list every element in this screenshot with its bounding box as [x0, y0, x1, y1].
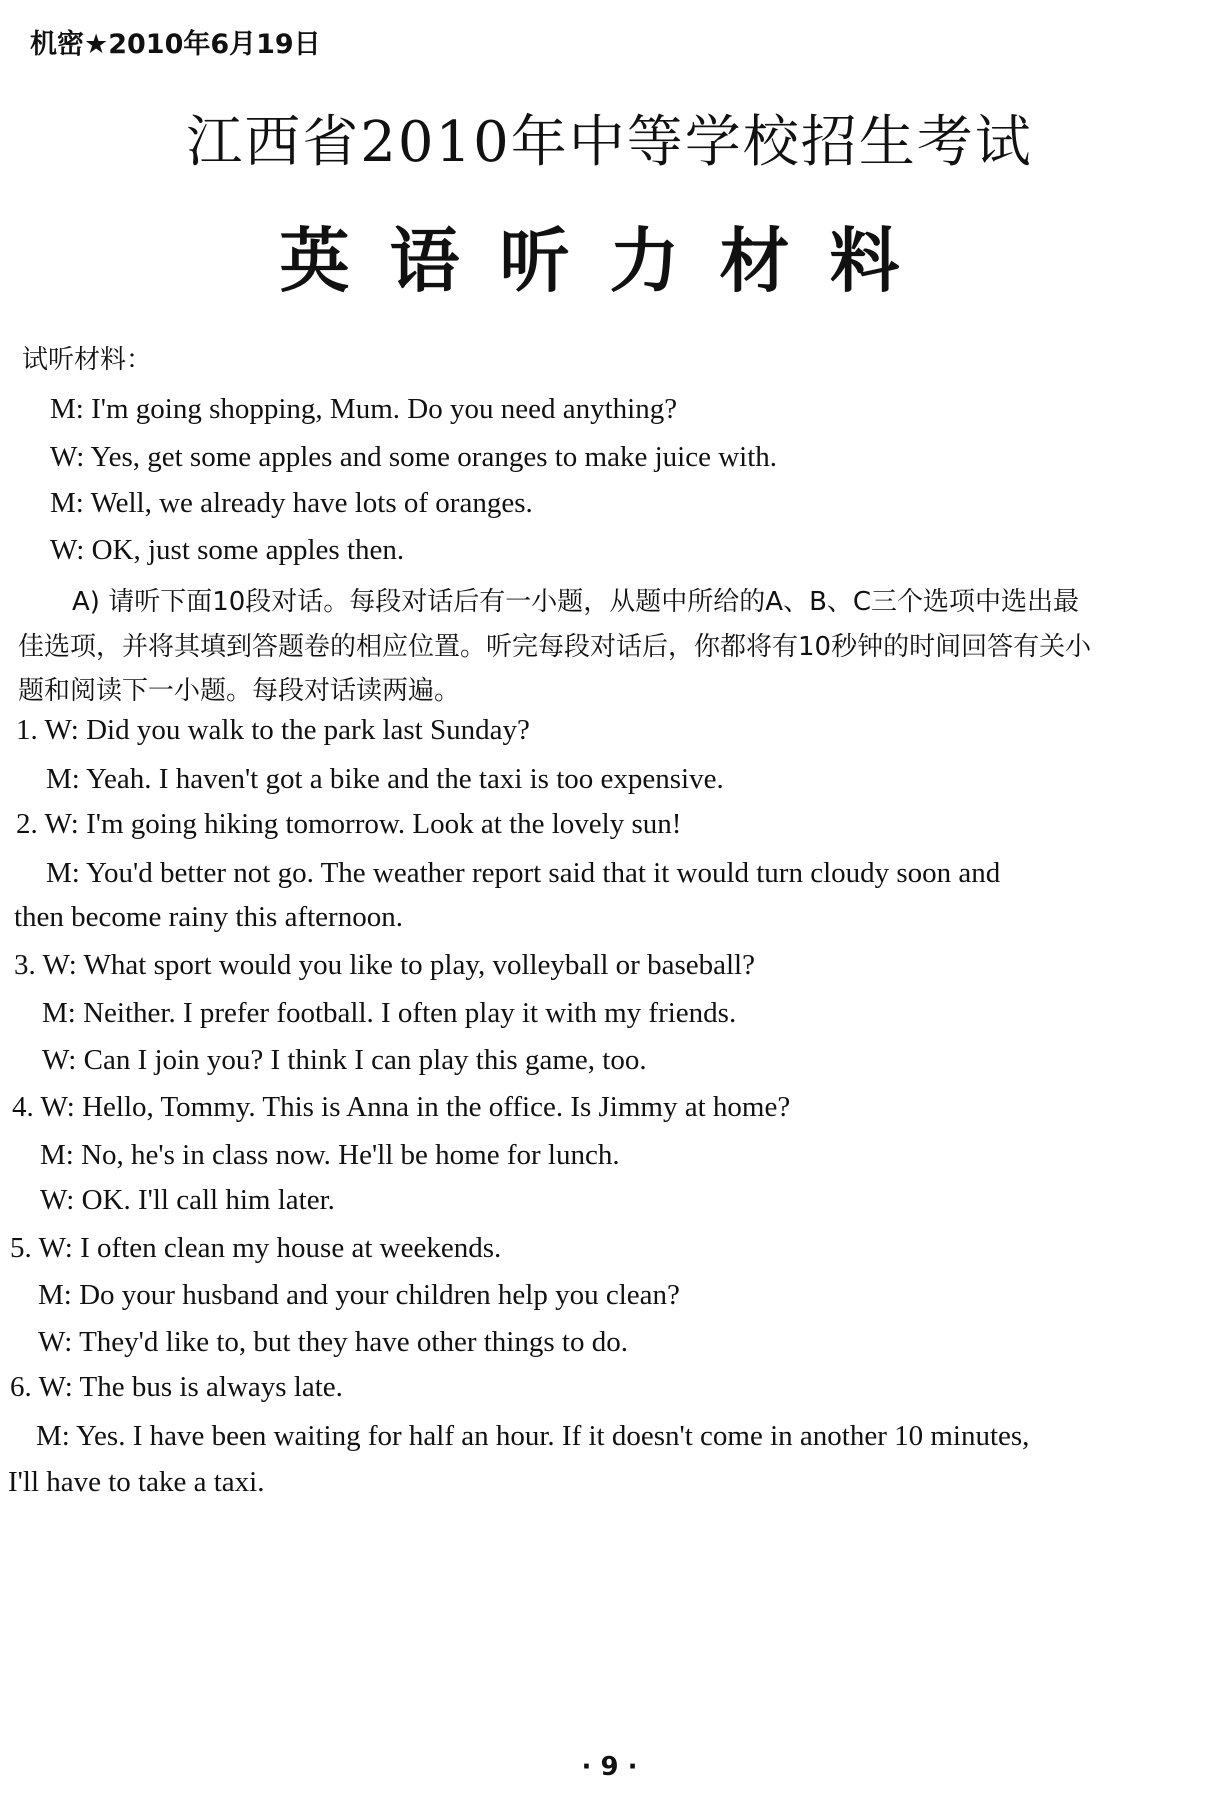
trial-line: W: Yes, get some apples and some oranges to make juice with.	[50, 441, 777, 473]
trial-line: M: I'm going shopping, Mum. Do you need anything?	[50, 393, 678, 425]
subject-title: 英语听力材料	[279, 220, 940, 302]
dialogue-3-line: 3. W: What sport would you like to play, volleyball or baseball?	[14, 949, 755, 981]
confidential-date-stamp: 机密★2010年6月19日	[30, 29, 321, 60]
dialogue-6-line: 6. W: The bus is always late.	[10, 1371, 343, 1403]
dialogue-5-line: W: They'd like to, but they have other things to do.	[38, 1326, 628, 1358]
exam-title: 江西省2010年中等学校招生考试	[186, 110, 1033, 175]
dialogue-3-line: M: Neither. I prefer football. I often play it with my friends.	[42, 997, 737, 1029]
section-a-instruction: 题和阅读下一小题。每段对话读两遍。	[18, 676, 461, 706]
dialogue-4-line: W: OK. I'll call him later.	[40, 1184, 335, 1216]
dialogue-1-line: M: Yeah. I haven't got a bike and the taxi is too expensive.	[46, 763, 724, 795]
dialogue-6-line: M: Yes. I have been waiting for half an hour. If it doesn't come in another 10 minutes,	[36, 1420, 1030, 1452]
trial-label: 试听材料：	[22, 345, 153, 375]
dialogue-5-line: M: Do your husband and your children help you clean?	[38, 1279, 680, 1311]
dialogue-6-line: I'll have to take a taxi.	[8, 1466, 265, 1498]
page-number: · 9 ·	[581, 1752, 638, 1782]
dialogue-5-line: 5. W: I often clean my house at weekends.	[10, 1232, 502, 1264]
dialogue-4-line: 4. W: Hello, Tommy. This is Anna in the office. Is Jimmy at home?	[12, 1091, 791, 1123]
trial-line: W: OK, just some apples then.	[50, 534, 405, 566]
dialogue-1-line: 1. W: Did you walk to the park last Sunday?	[16, 714, 530, 746]
section-a-instruction: A) 请听下面10段对话。每段对话后有一小题，从题中所给的A、B、C三个选项中选出最	[72, 587, 1080, 617]
dialogue-3-line: W: Can I join you? I think I can play this game, too.	[42, 1044, 647, 1076]
dialogue-2-line: M: You'd better not go. The weather report said that it would turn cloudy soon and	[46, 857, 1001, 889]
section-a-instruction: 佳选项，并将其填到答题卷的相应位置。听完每段对话后，你都将有10秒钟的时间回答有关小	[18, 632, 1092, 662]
dialogue-4-line: M: No, he's in class now. He'll be home for lunch.	[40, 1139, 620, 1171]
dialogue-2-line: 2. W: I'm going hiking tomorrow. Look at the lovely sun!	[16, 808, 682, 840]
trial-line: M: Well, we already have lots of oranges.	[50, 487, 533, 519]
dialogue-2-line: then become rainy this afternoon.	[14, 901, 403, 933]
